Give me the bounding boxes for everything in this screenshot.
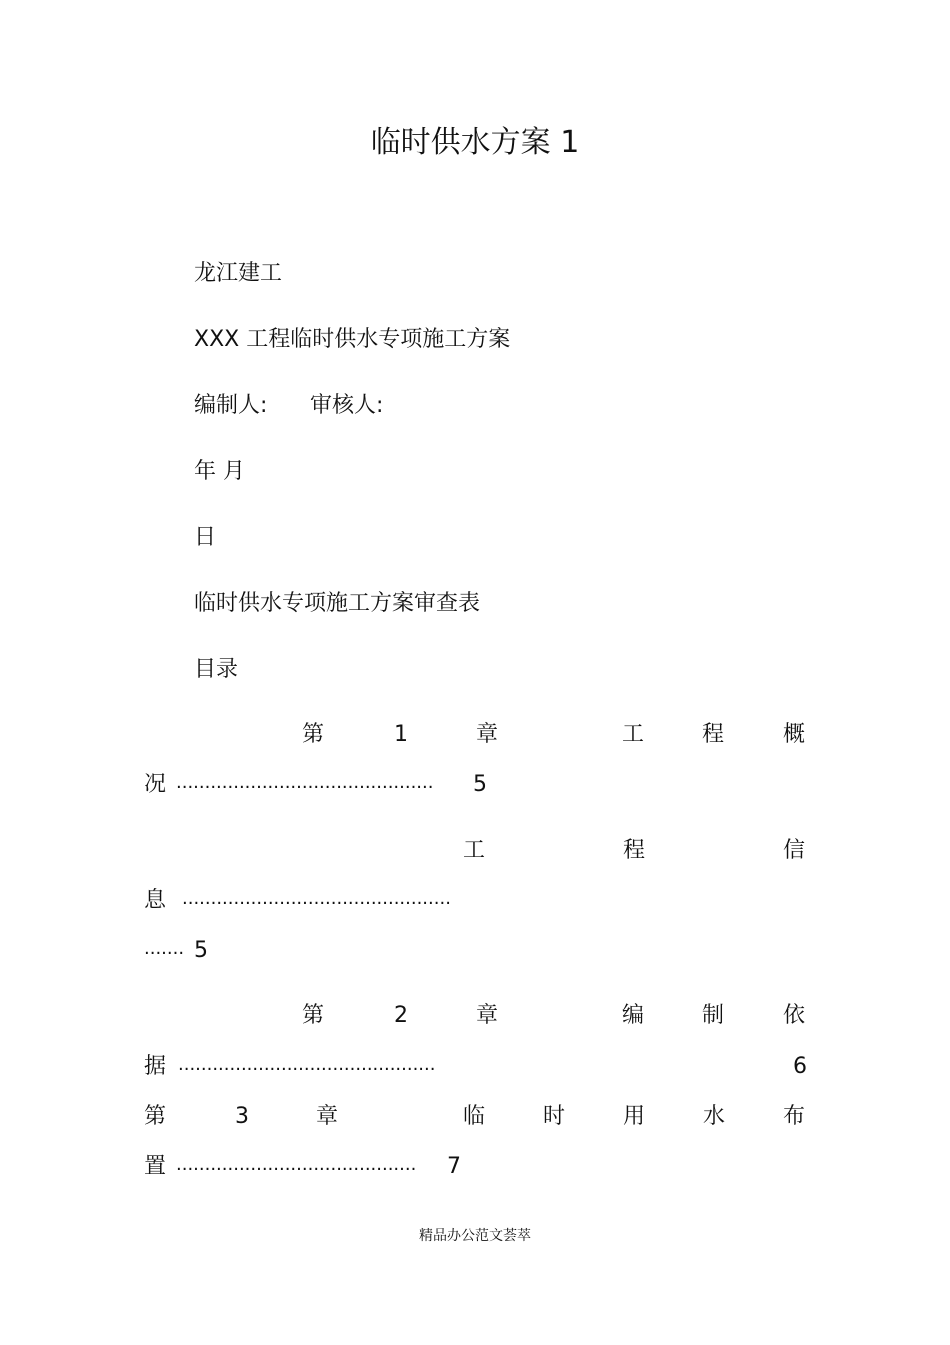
company-name: 龙江建工 [194, 261, 283, 286]
toc-ch3-char-2: 章 [316, 1104, 339, 1129]
toc-ch3-char-7: 布 [783, 1104, 806, 1129]
toc-ch3-char-6: 水 [703, 1104, 726, 1129]
toc-info-dots: ............................................... [182, 888, 451, 909]
toc-info-page: 5 [194, 938, 208, 963]
toc-ch3-cont: 置 [144, 1154, 167, 1179]
toc-ch2-char-1: 2 [394, 1003, 408, 1028]
compiler-label: 编制人: [194, 393, 268, 418]
toc-ch2-cont: 据 [144, 1054, 167, 1079]
toc-ch1-cont: 况 [144, 772, 167, 797]
document-title: 临时供水方案 1 [370, 125, 580, 160]
toc-heading: 目录 [194, 657, 239, 682]
toc-ch3-char-1: 3 [235, 1104, 249, 1129]
toc-ch2-char-2: 章 [476, 1003, 499, 1028]
toc-ch2-char-0: 第 [302, 1003, 325, 1028]
toc-ch2-char-4: 制 [702, 1003, 725, 1028]
toc-info-dots-cont: ....... [144, 938, 185, 959]
toc-ch1-dots: ............................................. [176, 772, 434, 793]
toc-info-char-2: 信 [783, 838, 806, 863]
date-year-month: 年 月 [194, 459, 245, 484]
toc-ch1-char-3: 工 [622, 722, 645, 747]
toc-ch2-char-3: 编 [622, 1003, 645, 1028]
reviewer-label: 审核人: [310, 393, 384, 418]
review-table-title: 临时供水专项施工方案审查表 [194, 591, 481, 616]
toc-ch1-char-4: 程 [702, 722, 725, 747]
toc-ch1-char-0: 第 [302, 722, 325, 747]
toc-ch3-char-3: 临 [463, 1104, 486, 1129]
toc-ch3-char-5: 用 [623, 1104, 646, 1129]
toc-ch1-char-5: 概 [783, 722, 806, 747]
toc-info-char-1: 程 [623, 838, 646, 863]
toc-ch3-char-0: 第 [144, 1104, 167, 1129]
toc-ch3-char-4: 时 [543, 1104, 566, 1129]
toc-ch1-char-2: 章 [476, 722, 499, 747]
toc-ch1-char-1: 1 [394, 722, 408, 747]
date-day: 日 [194, 525, 217, 550]
toc-info-char-0: 工 [463, 838, 486, 863]
toc-ch3-dots: .......................................... [176, 1154, 417, 1175]
toc-ch3-page: 7 [447, 1154, 461, 1179]
toc-info-cont: 息 [144, 888, 167, 913]
page-footer: 精品办公范文荟萃 [419, 1228, 531, 1244]
toc-ch2-char-5: 依 [783, 1003, 806, 1028]
project-title: XXX 工程临时供水专项施工方案 [194, 327, 511, 352]
toc-ch2-dots: ............................................. [178, 1054, 436, 1075]
toc-ch2-page: 6 [793, 1054, 807, 1079]
toc-ch1-page: 5 [473, 772, 487, 797]
